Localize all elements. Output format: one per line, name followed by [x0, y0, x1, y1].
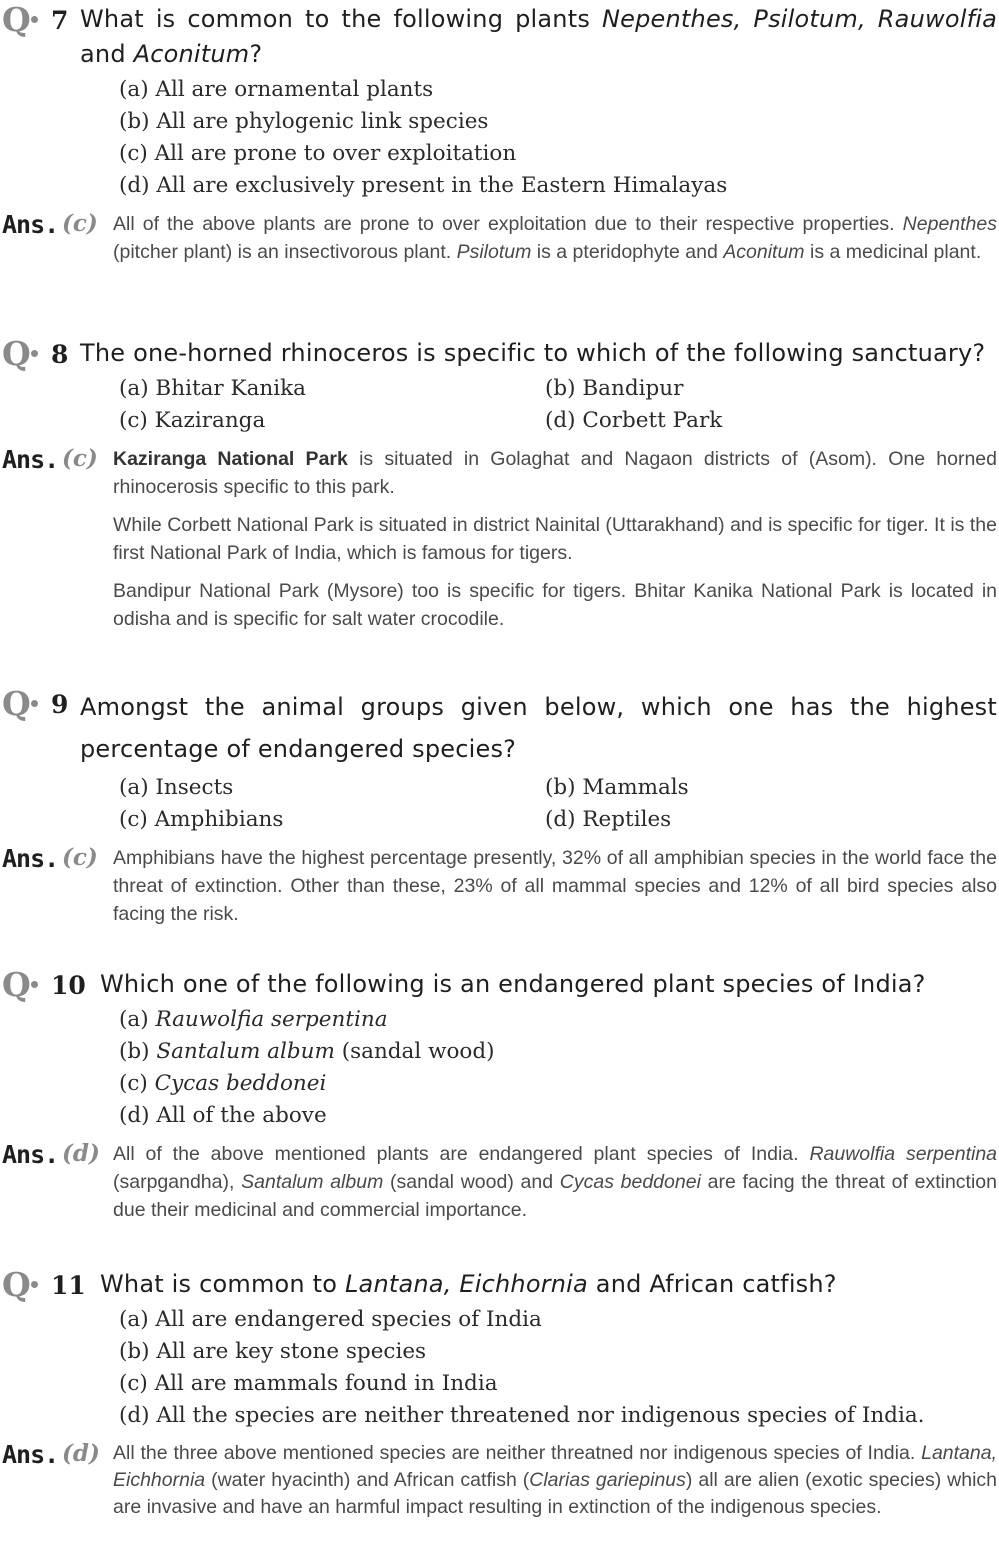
- option-a: (a) Bhitar Kanika: [119, 376, 306, 401]
- ans-label: Ans.: [2, 1440, 59, 1469]
- question-text: Amongst the animal groups given below, which one has the highest percentage of endangered species?: [80, 693, 997, 763]
- answer-text: Kaziranga National Park is situated in Golaghat and Nagaon districts of (Asom). One horned rhinocerosis specific to this park.: [113, 448, 997, 498]
- question-number: 11: [51, 1271, 86, 1300]
- answer-option: (d): [62, 1440, 100, 1467]
- option-c: (c) Amphibians: [119, 807, 284, 832]
- q-label: Q: [2, 684, 30, 723]
- options-list: [119, 1004, 999, 1132]
- answer-block: [0, 1440, 999, 1521]
- q-dot-icon: [31, 700, 38, 707]
- question-11: [0, 1267, 999, 1531]
- option-d: (d) All are exclusively present in the Eastern Himalayas: [119, 173, 728, 198]
- q-dot-icon: [31, 16, 38, 23]
- question-text: Which one of the following is an endangered plant species of India?: [100, 970, 926, 998]
- option-c: (c) Kaziranga: [119, 408, 266, 433]
- q-dot-icon: [31, 1281, 38, 1288]
- option-b: (b) All are phylogenic link species: [119, 109, 489, 134]
- q-dot-icon: [31, 350, 38, 357]
- q-label: Q: [2, 1265, 30, 1304]
- question-number: 9: [51, 690, 69, 719]
- options-list: [119, 74, 999, 202]
- question-text: What is common to Lantana, Eichhornia and African catfish?: [100, 1270, 837, 1298]
- options-list: [119, 373, 999, 437]
- answer-block: [0, 844, 999, 928]
- answer-option: (c): [62, 210, 98, 237]
- question-7: [0, 2, 999, 276]
- option-c: (c) All are mammals found in India: [119, 1371, 498, 1396]
- answer-option: (c): [62, 445, 98, 472]
- answer-text: All of the above plants are prone to over exploitation due to their respective properties. Nepenthes (pitcher plant) is an insectivorous plant. Psilotum is a pteridophyte and Aconitum is a medicinal plant.: [113, 213, 997, 263]
- option-a: (a) All are ornamental plants: [119, 77, 434, 102]
- ans-label: Ans.: [2, 1140, 59, 1169]
- answer-text: All of the above mentioned plants are endangered plant species of India. Rauwolfia serpentina (sarpgandha), Santalum album (sandal wood) and Cycas beddonei are facing the threat of extinction due their medicinal and commercial importance.: [113, 1143, 998, 1221]
- option-d: (d) Corbett Park: [545, 408, 723, 433]
- question-heading: [0, 686, 999, 770]
- question-10: [0, 967, 999, 1234]
- option-d: (d) All of the above: [119, 1103, 327, 1128]
- answer-option: (c): [62, 844, 98, 871]
- answer-block: [0, 1140, 999, 1224]
- question-text: What is common to the following plants Nepenthes, Psilotum, Rauwolfia and Aconitum?: [80, 5, 997, 68]
- question-8: [0, 336, 999, 643]
- question-number: 10: [51, 971, 86, 1000]
- option-b: (b) Mammals: [545, 775, 689, 800]
- option-d: (d) Reptiles: [545, 807, 672, 832]
- question-heading: [0, 967, 999, 1002]
- answer-block: [0, 445, 999, 633]
- q-label: Q: [2, 965, 30, 1004]
- question-9: [0, 684, 999, 938]
- answer-text: Bandipur National Park (Mysore) too is specific for tigers. Bhitar Kanika National Park is located in odisha and is specific for salt water crocodile.: [113, 580, 997, 630]
- option-c: (c) Cycas beddonei: [119, 1071, 327, 1096]
- question-text: The one-horned rhinoceros is specific to which of the following sanctuary?: [80, 339, 986, 367]
- answer-text: All the three above mentioned species are neither threatned nor indigenous species of India. Lantana, Eichhornia (water hyacinth) and African catfish (Clarias gariepinus) all are alien (exotic species) which are invasive and have an harmful impact resulting in extinction of the indigenous species.: [113, 1442, 998, 1518]
- options-list: [119, 1304, 999, 1432]
- question-heading: [0, 2, 999, 72]
- option-b: (b) All are key stone species: [119, 1339, 427, 1364]
- answer-block: [0, 210, 999, 266]
- option-b: (b) Bandipur: [545, 376, 684, 401]
- answer-text: Amphibians have the highest percentage presently, 32% of all amphibian species in the world face the threat of extinction. Other than these, 23% of all mammal species and 12% of all bird species also facing the risk.: [113, 847, 997, 925]
- option-a: (a) All are endangered species of India: [119, 1307, 542, 1332]
- q-dot-icon: [31, 981, 38, 988]
- ans-label: Ans.: [2, 210, 59, 239]
- answer-option: (d): [62, 1140, 100, 1167]
- option-a: (a) Rauwolfia serpentina: [119, 1007, 388, 1032]
- ans-label: Ans.: [2, 844, 59, 873]
- option-d: (d) All the species are neither threatened nor indigenous species of India.: [119, 1403, 925, 1428]
- option-b: (b) Santalum album (sandal wood): [119, 1039, 495, 1064]
- option-a: (a) Insects: [119, 775, 234, 800]
- question-number: 7: [51, 6, 69, 35]
- question-heading: [0, 1267, 999, 1302]
- q-label: Q: [2, 334, 30, 373]
- question-heading: [0, 336, 999, 371]
- ans-label: Ans.: [2, 445, 59, 474]
- options-list: [119, 772, 999, 836]
- answer-text: While Corbett National Park is situated in district Nainital (Uttarakhand) and is specific for tiger. It is the first National Park of India, which is famous for tigers.: [113, 514, 997, 564]
- question-number: 8: [51, 340, 69, 369]
- q-label: Q: [2, 0, 30, 39]
- option-c: (c) All are prone to over exploitation: [119, 141, 517, 166]
